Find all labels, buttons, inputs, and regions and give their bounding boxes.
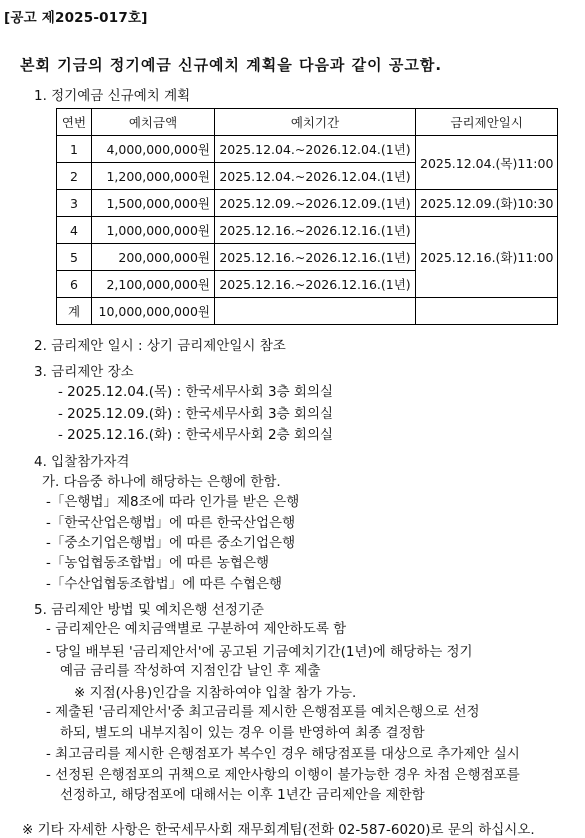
method-line: - 금리제안은 예치금액별로 구분하여 제안하도록 함 xyxy=(46,621,347,637)
row-no: 3 xyxy=(57,190,92,217)
method-line: 선정하고, 해당점포에 대해서는 이후 1년간 금리제안을 제한함 xyxy=(60,787,425,803)
method-line: - 최고금리를 제시한 은행점포가 복수인 경우 해당점포를 대상으로 추가제안 실시 xyxy=(46,746,520,762)
row-no: 2 xyxy=(57,163,92,190)
eligibility-subtitle: 가. 다음중 하나에 해당하는 은행에 한함. xyxy=(42,474,281,490)
method-line: 예금 금리를 작성하여 지점인감 날인 후 제출 xyxy=(60,663,321,679)
table-total-row xyxy=(57,298,558,325)
eligibility-item: -「중소기업은행법」에 따른 중소기업은행 xyxy=(46,535,296,551)
total-amount: 10,000,000,000원 xyxy=(92,298,215,325)
total-rate-empty xyxy=(416,298,558,325)
eligibility-item: -「수산업협동조합법」에 따른 수협은행 xyxy=(46,576,283,592)
section-3-title: 3. 금리제안 장소 xyxy=(34,364,134,380)
section-4-title: 4. 입찰참가자격 xyxy=(34,454,130,470)
total-period-empty xyxy=(215,298,416,325)
table-row xyxy=(57,190,558,217)
method-line: - 제출된 '금리제안서'중 최고금리를 제시한 은행점포를 예치은행으로 선정 xyxy=(46,704,480,720)
method-note: ※ 지점(사용)인감을 지참하여야 입찰 참가 가능. xyxy=(74,685,357,701)
venue-item: - 2025.12.09.(화) : 한국세무사회 3층 회의실 xyxy=(58,406,334,422)
row-amount: 2,100,000,000원 xyxy=(92,271,215,298)
table-row xyxy=(57,217,558,244)
table-header-row xyxy=(57,109,558,136)
row-period: 2025.12.16.~2026.12.16.(1년) xyxy=(215,271,416,298)
section-1-title: 1. 정기예금 신규예치 계획 xyxy=(34,88,191,104)
venue-item: - 2025.12.16.(화) : 한국세무사회 2층 회의실 xyxy=(58,427,334,443)
header-no: 연번 xyxy=(57,109,92,136)
eligibility-item: -「은행법」제8조에 따라 인가를 받은 은행 xyxy=(46,494,300,510)
row-no: 6 xyxy=(57,271,92,298)
eligibility-item: -「한국산업은행법」에 따른 한국산업은행 xyxy=(46,515,296,531)
row-rate-date: 2025.12.16.(화)11:00 xyxy=(416,217,558,298)
row-period: 2025.12.04.~2026.12.04.(1년) xyxy=(215,136,416,163)
row-amount: 4,000,000,000원 xyxy=(92,136,215,163)
table-row xyxy=(57,136,558,163)
row-amount: 200,000,000원 xyxy=(92,244,215,271)
total-label: 계 xyxy=(57,298,92,325)
notice-intro: 본회 기금의 정기예금 신규예치 계획을 다음과 같이 공고함. xyxy=(20,56,443,74)
method-line: 하되, 별도의 내부지침이 있는 경우 이를 반영하여 최종 결정함 xyxy=(60,725,425,741)
header-period: 예치기간 xyxy=(215,109,416,136)
notice-number: [공고 제2025-017호] xyxy=(4,10,148,26)
row-period: 2025.12.09.~2026.12.09.(1년) xyxy=(215,190,416,217)
row-period: 2025.12.16.~2026.12.16.(1년) xyxy=(215,217,416,244)
eligibility-item: -「농업협동조합법」에 따른 농협은행 xyxy=(46,555,270,571)
row-period: 2025.12.16.~2026.12.16.(1년) xyxy=(215,244,416,271)
header-amount: 예치금액 xyxy=(92,109,215,136)
deposit-plan-table xyxy=(56,108,558,325)
row-amount: 1,200,000,000원 xyxy=(92,163,215,190)
row-rate-date: 2025.12.09.(화)10:30 xyxy=(416,190,558,217)
row-period: 2025.12.04.~2026.12.04.(1년) xyxy=(215,163,416,190)
row-amount: 1,500,000,000원 xyxy=(92,190,215,217)
header-rate-date: 금리제안일시 xyxy=(416,109,558,136)
section-2-title: 2. 금리제안 일시 : 상기 금리제안일시 참조 xyxy=(34,338,286,354)
footer-contact-note: ※ 기타 자세한 사항은 한국세무사회 재무회계팀(전화 02-587-6020)로 문의 하십시오. xyxy=(22,822,535,838)
row-no: 4 xyxy=(57,217,92,244)
method-line: - 선정된 은행점포의 귀책으로 제안사항의 이행이 불가능한 경우 차점 은행점포를 xyxy=(46,767,520,783)
row-amount: 1,000,000,000원 xyxy=(92,217,215,244)
section-5-title: 5. 금리제안 방법 및 예치은행 선정기준 xyxy=(34,602,264,618)
row-no: 5 xyxy=(57,244,92,271)
venue-item: - 2025.12.04.(목) : 한국세무사회 3층 회의실 xyxy=(58,384,334,400)
row-no: 1 xyxy=(57,136,92,163)
row-rate-date: 2025.12.04.(목)11:00 xyxy=(416,136,558,190)
method-line: - 당일 배부된 '금리제안서'에 공고된 기금예치기간(1년)에 해당하는 정기 xyxy=(46,644,473,660)
